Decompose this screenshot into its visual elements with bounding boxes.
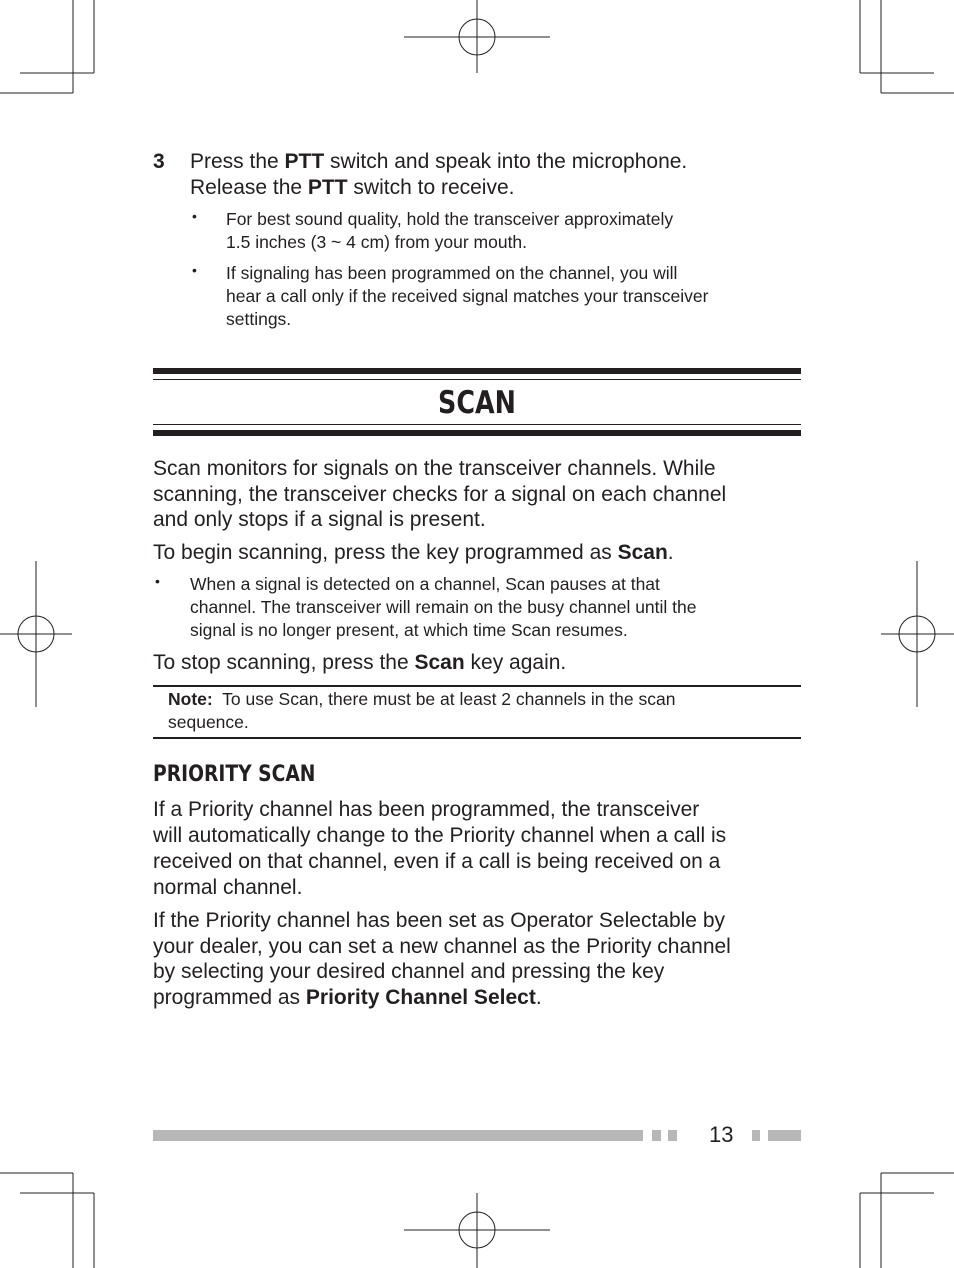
step-bullet-1-line-2: 1.5 inches (3 ~ 4 cm) from your mouth. — [226, 232, 528, 252]
step-line-2 — [190, 175, 838, 201]
priority-scan-title: PRIORITY SCAN — [153, 762, 316, 787]
begin-pre: To begin scanning, press the key programmed as — [153, 541, 618, 564]
scan-bullet-symbol: • — [155, 573, 160, 589]
begin-scanning-text — [153, 540, 801, 566]
step-line-1-post: switch and speak into the microphone. — [324, 150, 688, 173]
heading-rule-bottom-thick — [153, 430, 801, 436]
priority-p2-line-1: If the Priority channel has been set as Operator Selectable by — [153, 909, 725, 932]
scan-intro-line-1: Scan monitors for signals on the transceiver channels. While — [153, 457, 716, 480]
note-text-1: To use Scan, there must be at least 2 channels in the scan — [212, 689, 676, 709]
step-line-2-bold: PTT — [307, 176, 348, 199]
step-line-2-post: switch to receive. — [347, 176, 515, 199]
page-number: 13 — [709, 1122, 734, 1147]
begin-post: . — [667, 541, 674, 564]
step-bullet-1-line-1: For best sound quality, hold the transceiver approximately — [226, 209, 674, 229]
footer-square-3 — [752, 1130, 760, 1141]
heading-rule-top-thin — [153, 379, 801, 380]
scan-bullet-line-3: signal is no longer present, at which time Scan resumes. — [190, 620, 628, 640]
note-label: Note: — [168, 689, 213, 709]
stop-pre: To stop scanning, press the — [153, 651, 415, 674]
priority-p1-line-1: If a Priority channel has been programmed, the transceiver — [153, 798, 700, 821]
step-line-2-pre: Release the — [190, 176, 308, 199]
scan-bullet-line-1: When a signal is detected on a channel, Scan pauses at that — [190, 574, 660, 594]
priority-p2-last-bold: Priority Channel Select — [305, 986, 536, 1009]
priority-p1-line-4: normal channel. — [153, 876, 303, 899]
heading-rule-top-thick — [153, 368, 801, 374]
note-rule-top — [153, 685, 801, 687]
begin-bold: Scan — [617, 541, 668, 564]
step-line-1-bold: PTT — [284, 150, 325, 173]
priority-p2-line-4 — [153, 985, 801, 1011]
priority-p2-last-pre: programmed as — [153, 986, 306, 1009]
section-title: SCAN — [438, 385, 516, 421]
note-rule-bottom — [153, 737, 801, 739]
scan-intro-line-2: scanning, the transceiver checks for a signal on each channel — [153, 483, 727, 506]
step-bullet-2-line-2: hear a call only if the received signal matches your transceiver — [226, 286, 709, 306]
stop-scanning-text — [153, 650, 801, 676]
step-bullet-2-line-3: settings. — [226, 309, 292, 329]
priority-p1-line-2: will automatically change to the Priority channel when a call is — [153, 824, 727, 847]
priority-p2-last-post: . — [535, 986, 542, 1009]
step-number: 3 — [153, 150, 165, 173]
priority-p1-line-3: received on that channel, even if a call is being received on a — [153, 850, 721, 873]
priority-p2-line-2: your dealer, you can set a new channel as the Priority channel — [153, 935, 731, 958]
step-bullet-2-line-1: If signaling has been programmed on the channel, you will — [226, 263, 678, 283]
step-bullet-1-symbol: • — [192, 208, 197, 224]
step-line-1-pre: Press the — [190, 150, 285, 173]
footer-bar-left — [153, 1130, 643, 1141]
note-line-2: sequence. — [168, 712, 249, 732]
step-line-1 — [190, 149, 838, 175]
note-line-1 — [168, 688, 675, 711]
stop-bold: Scan — [414, 651, 465, 674]
priority-p2-line-3: by selecting your desired channel and pressing the key — [153, 960, 665, 983]
scan-bullet-line-2: channel. The transceiver will remain on the busy channel until the — [190, 597, 697, 617]
footer-square-2 — [668, 1130, 677, 1141]
footer-bar-right — [768, 1130, 801, 1141]
stop-post: key again. — [464, 651, 567, 674]
footer-square-1 — [652, 1130, 661, 1141]
step-bullet-2-symbol: • — [192, 262, 197, 278]
scan-intro-line-3: and only stops if a signal is present. — [153, 508, 486, 531]
heading-rule-bottom-thin — [153, 424, 801, 425]
